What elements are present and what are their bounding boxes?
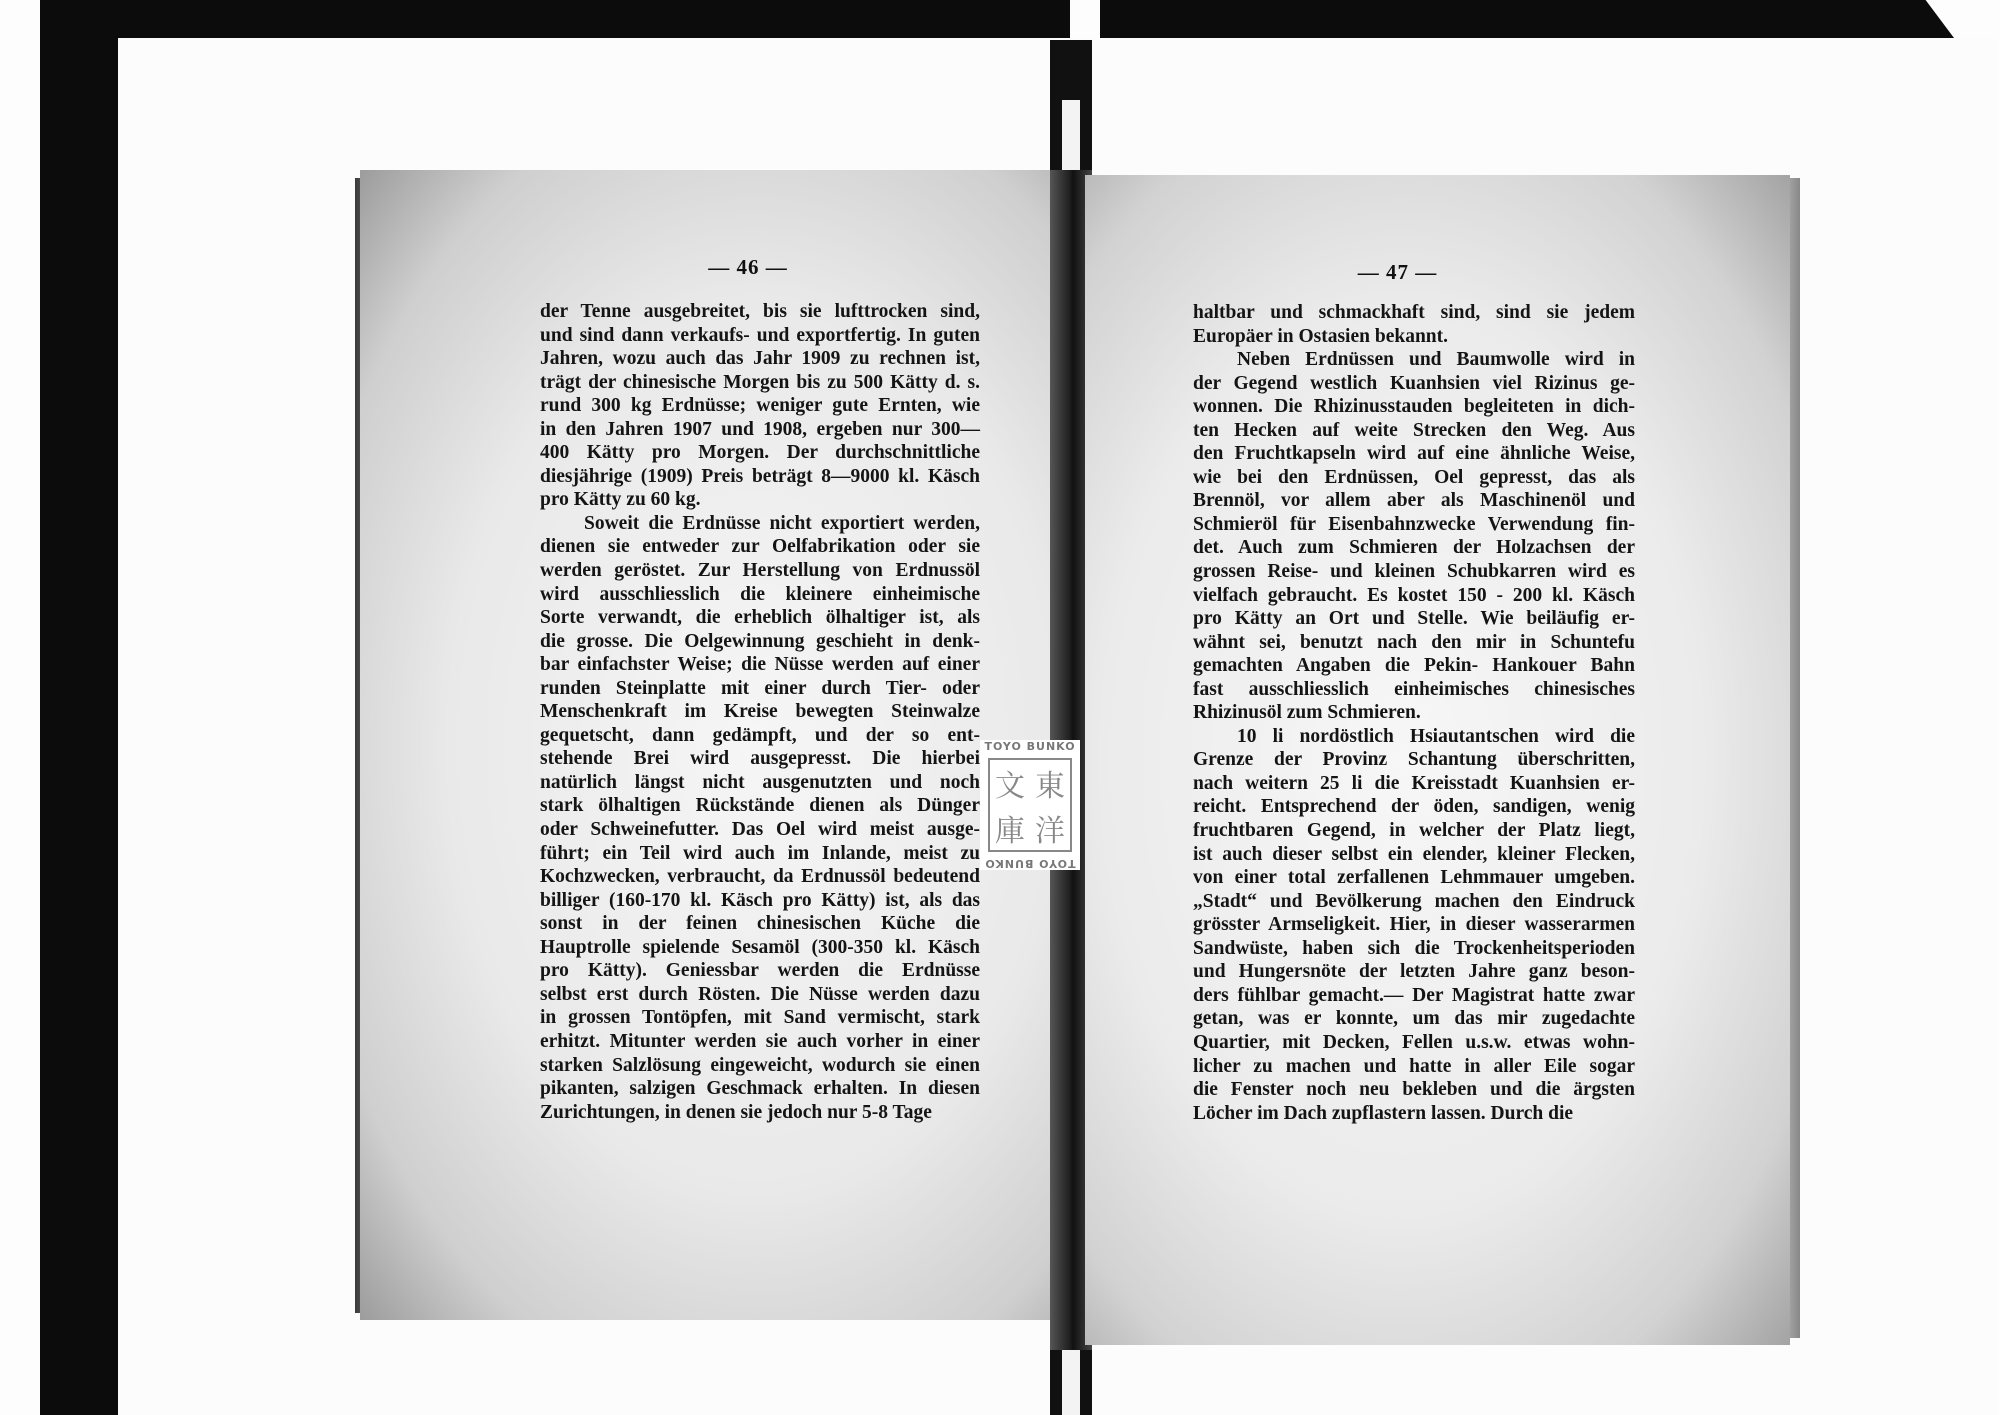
text-line: in den Jahren 1907 und 1908, ergeben nur 300— <box>540 418 980 440</box>
right-page <box>1085 175 1790 1345</box>
seal-char: 東 <box>1035 768 1065 804</box>
scan-border-left <box>40 0 120 1415</box>
text-line: getan, was er konnte, um das mir zugedachte <box>1193 1008 1635 1030</box>
text-line: pro Kätty an Ort und Stelle. Wie beiläufig er- <box>1193 608 1635 630</box>
text-line: 10 li nordöstlich Hsiautantschen wird die <box>1237 725 1635 747</box>
text-line: bar einfachster Weise; die Nüsse werden auf einer <box>540 654 980 676</box>
text-line: Menschenkraft im Kreise bewegten Steinwalze <box>540 701 980 723</box>
text-line: ist auch dieser selbst ein elender, kleiner Flecken, <box>1193 843 1635 865</box>
text-line: erhitzt. Mitunter werden sie auch vorher in einer <box>540 1030 980 1052</box>
text-line: die grosse. Die Oelgewinnung geschieht in denk- <box>540 630 980 652</box>
text-line: und Hungersnöte der letzten Jahre ganz beson- <box>1193 961 1635 983</box>
left-page-text <box>540 300 980 1124</box>
text-line: trägt der chinesische Morgen bis zu 500 Kätty d. s. <box>540 371 980 393</box>
text-line: Zurichtungen, in denen sie jedoch nur 5-8 Tage <box>540 1101 932 1123</box>
text-line: Sorte verwandt, die erheblich ölhaltiger ist, als <box>540 607 980 629</box>
text-line: den Fruchtkapseln wird auf eine ähnliche Weise, <box>1193 443 1635 465</box>
text-line: die Fenster noch neu bekleben und die ärgsten <box>1193 1079 1635 1101</box>
text-line: ten Hecken auf weite Strecken den Weg. Aus <box>1193 419 1635 441</box>
left-page-number: — 46 — <box>708 255 788 279</box>
text-line: selbst erst durch Rösten. Die Nüsse werden dazu <box>540 983 980 1005</box>
text-line: diesjährige (1909) Preis beträgt 8—9000 kl. Käsch <box>540 465 980 487</box>
text-line: der Gegend westlich Kuanhsien viel Rizinus ge- <box>1193 372 1635 394</box>
text-line: wähnt sei, benutzt nach den mir in Schuntefu <box>1193 631 1635 653</box>
text-line: wonnen. Die Rhizinusstauden begleiteten in dich- <box>1193 396 1635 418</box>
text-line: fast ausschliesslich einheimisches chinesisches <box>1193 678 1635 700</box>
text-line: pro Kätty). Geniessbar werden die Erdnüsse <box>540 960 980 982</box>
text-line: 400 Kätty pro Morgen. Der durchschnittliche <box>540 442 980 464</box>
text-line: natürlich längst nicht ausgenutzten und noch <box>540 771 980 793</box>
text-line: Kochzwecken, verbraucht, da Erdnussöl bedeutend <box>540 866 980 888</box>
text-line: führt; ein Teil wird auch im Inlande, meist zu <box>540 842 980 864</box>
text-line: Europäer in Ostasien bekannt. <box>1193 325 1449 347</box>
text-line: werden geröstet. Zur Herstellung von Erdnussöl <box>540 560 980 582</box>
text-line: Jahren, wozu auch das Jahr 1909 zu rechnen ist, <box>540 348 980 370</box>
text-line: Quartier, mit Decken, Fellen u.s.w. etwas wohn- <box>1193 1031 1635 1053</box>
text-line: der Tenne ausgebreitet, bis sie lufttrocken sind, <box>540 301 980 322</box>
text-line: stehende Brei wird ausgepresst. Die hierbei <box>540 748 980 770</box>
text-line: det. Auch zum Schmieren der Holzachsen der <box>1193 537 1635 559</box>
text-line: Brennöl, vor allem aber als Maschinenöl und <box>1193 490 1635 512</box>
scan-border-top-left <box>40 0 1070 40</box>
text-line: billiger (160-170 kl. Käsch pro Kätty) ist, als das <box>540 889 980 911</box>
text-line: haltbar und schmackhaft sind, sind sie jedem <box>1193 302 1635 323</box>
text-line: grösster Armseligkeit. Hier, in dieser wasserarmen <box>1193 914 1635 936</box>
text-line: Hauptrolle spielende Sesamöl (300-350 kl. Käsch <box>540 936 980 958</box>
text-line: in grossen Tontöpfen, mit Sand vermischt, stark <box>540 1007 980 1029</box>
text-line: wie bei den Erdnüssen, Oel gepresst, das als <box>1193 466 1635 488</box>
text-line: gequetscht, dann gedämpft, und der so ent- <box>540 724 980 746</box>
text-line: Sandwüste, haben sich die Trockenheitsperioden <box>1193 937 1635 959</box>
text-line: und sind dann verkaufs- und exportfertig. In guten <box>540 324 980 346</box>
text-line: stark ölhaltigen Rückstände dienen als Dünger <box>540 795 980 817</box>
text-line: fruchtbaren Gegend, in welcher der Platz liegt, <box>1193 820 1635 842</box>
text-line: Soweit die Erdnüsse nicht exportiert werden, <box>584 512 980 534</box>
text-line: Rhizinusöl zum Schmieren. <box>1193 702 1421 724</box>
text-line: gemachten Angaben die Pekin- Hankouer Bahn <box>1193 655 1635 677</box>
text-line: dienen sie entweder zur Oelfabrikation oder sie <box>540 536 980 558</box>
right-page-text <box>1193 301 1635 1125</box>
text-line: pro Kätty zu 60 kg. <box>540 489 701 511</box>
text-line: ders fühlbar gemacht.— Der Magistrat hatte zwar <box>1193 984 1635 1006</box>
text-line: Schmieröl für Eisenbahnzwecke Verwendung fin- <box>1193 513 1635 535</box>
text-line: vielfach gebraucht. Es kostet 150 - 200 kl. Käsch <box>1193 584 1635 606</box>
text-line: rund 300 kg Erdnüsse; weniger gute Ernten, wie <box>540 395 980 417</box>
text-line: nach weitern 25 li die Kreisstadt Kuanhsien er- <box>1193 772 1635 794</box>
text-line: oder Schweinefutter. Das Oel wird meist ausge- <box>540 819 980 841</box>
seal-characters <box>988 758 1072 852</box>
text-line: runden Steinplatte mit einer durch Tier- oder <box>540 677 980 699</box>
library-seal-stamp <box>980 740 1080 870</box>
text-line: reicht. Entsprechend der öden, sandigen, wenig <box>1193 796 1635 818</box>
left-page <box>360 170 1080 1320</box>
right-page-number: — 47 — <box>1357 260 1438 284</box>
text-line: pikanten, salzigen Geschmack erhalten. In diesen <box>540 1078 980 1100</box>
text-line: von einer total zerfallenen Lehmmauer umgeben. <box>1193 867 1635 889</box>
seal-char: 文 <box>995 768 1025 804</box>
text-line: Löcher im Dach zupflastern lassen. Durch die <box>1193 1102 1574 1124</box>
text-line: Grenze der Provinz Schantung überschritten, <box>1193 749 1635 771</box>
text-line: „Stadt“ und Bevölkerung machen den Eindruck <box>1193 890 1635 912</box>
seal-char: 庫 <box>995 813 1025 849</box>
text-line: sonst in der feinen chinesischen Küche die <box>540 913 980 935</box>
text-line: wird ausschliesslich die kleinere einheimische <box>540 583 980 605</box>
text-line: grossen Reise- und kleinen Schubkarren wird es <box>1193 561 1635 583</box>
text-line: starken Salzlösung eingeweicht, wodurch sie einen <box>540 1054 980 1076</box>
seal-char: 洋 <box>1035 813 1065 849</box>
text-line: licher zu machen und hatte in aller Eile sogar <box>1193 1055 1635 1077</box>
seal-top-text: TOYO BUNKO <box>984 740 1076 753</box>
seal-bottom-text: TOYO BUNKO <box>984 857 1076 870</box>
text-line: Neben Erdnüssen und Baumwolle wird in <box>1237 349 1635 371</box>
